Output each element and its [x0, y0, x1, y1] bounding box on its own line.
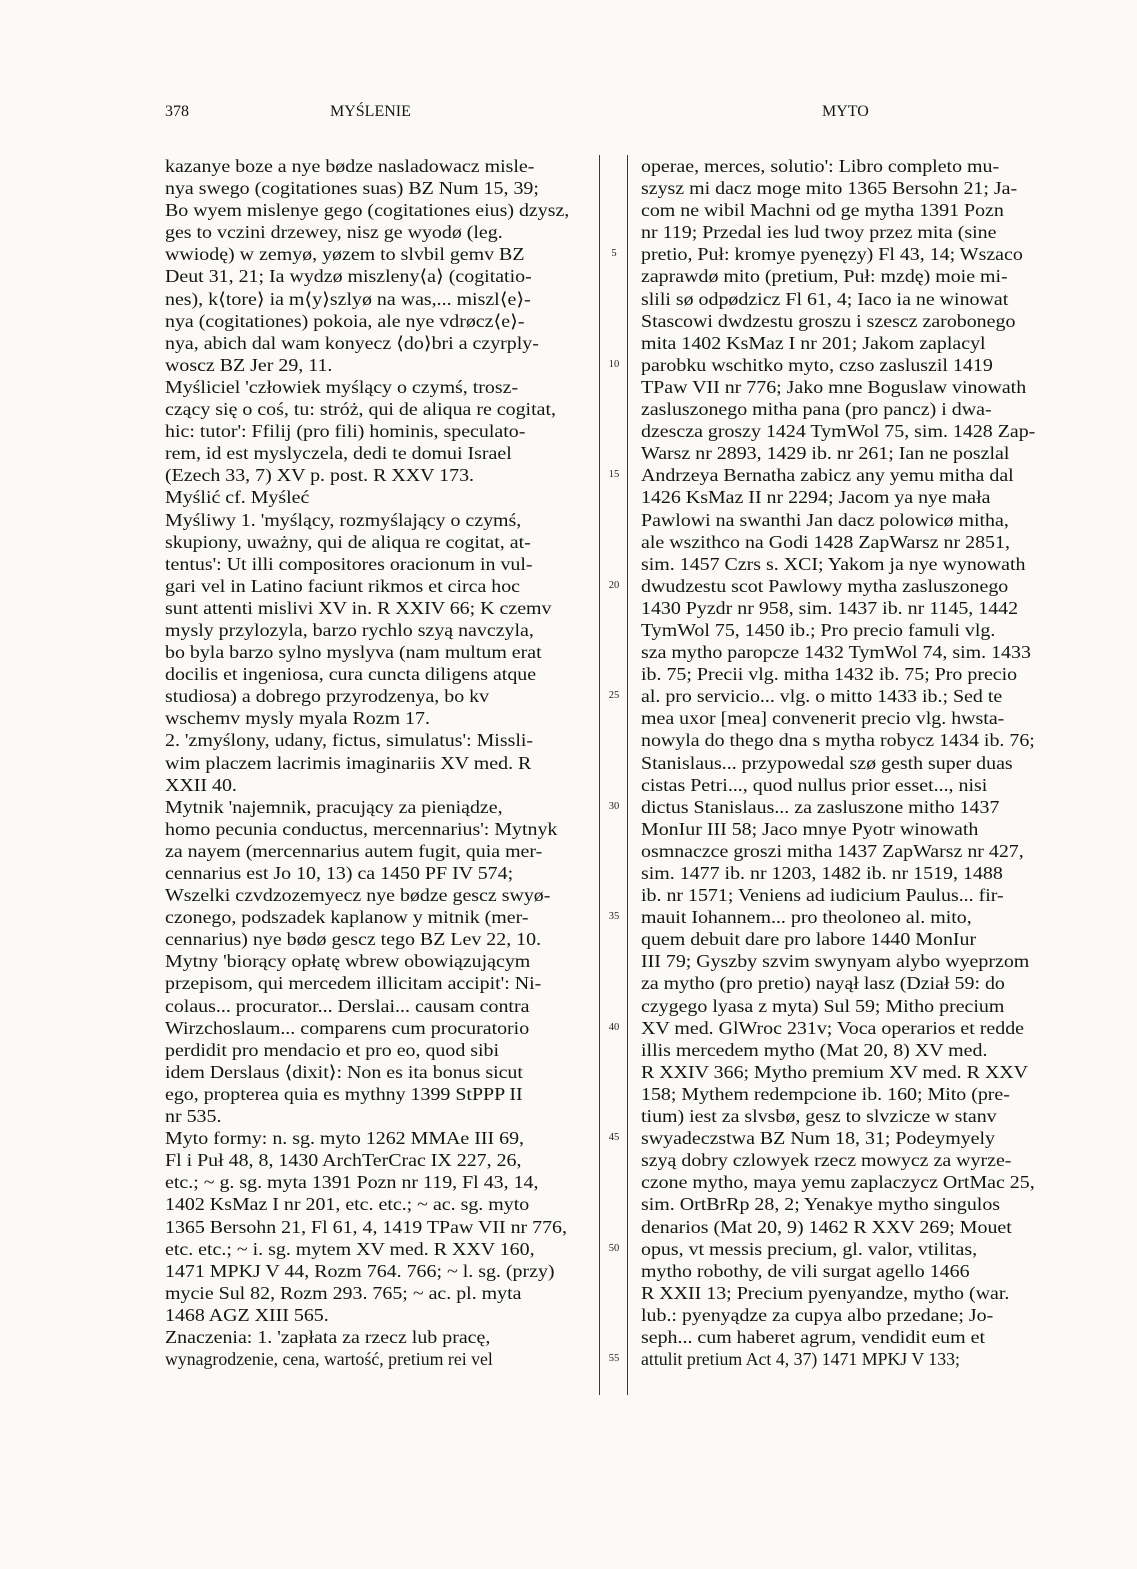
line-number: 15: [608, 469, 620, 481]
text-line: [641, 243, 1069, 265]
text-line-content: etc. etc.; ~ i. sg. mytem XV med. R XXV 160,: [165, 1238, 535, 1259]
text-line-content: Pawlowi na swanthi Jan dacz polowicø mitha,: [641, 509, 1009, 530]
text-line: [641, 729, 1069, 751]
text-line: [641, 928, 1069, 950]
running-head-left: MYŚLENIE: [330, 103, 411, 120]
text-line: [165, 1282, 595, 1304]
text-line-content: Deut 31, 21; Ia wydzø miszleny⟨a⟩ (cogitatio-: [165, 266, 532, 287]
column-rule-left: [599, 155, 600, 1395]
text-line: [641, 332, 1069, 354]
text-line: [641, 288, 1069, 310]
text-line-content: cistas Petri..., quod nullus prior esset..., nisi: [641, 774, 988, 795]
line-number: 50: [608, 1242, 620, 1254]
text-line: [165, 1216, 595, 1238]
text-line-content: sunt attenti mislivi XV in. R XXIV 66; K czemv: [165, 597, 552, 618]
text-line-content: wwiodę) w zemyø, yøzem to slvbil gemv BZ: [165, 244, 525, 265]
text-line: [641, 531, 1069, 553]
text-line: [165, 1304, 595, 1326]
text-line: [641, 818, 1069, 840]
text-line-content: mita 1402 KsMaz I nr 201; Jakom zaplacyl: [641, 332, 986, 353]
text-line: [165, 575, 595, 597]
text-line-content: nya swego (cogitationes suas) BZ Num 15, 39;: [165, 178, 539, 199]
text-line-content: 1468 AGZ XIII 565.: [165, 1304, 329, 1325]
text-line: [641, 199, 1069, 221]
text-line: [641, 1171, 1069, 1193]
text-line: [641, 1061, 1069, 1083]
text-line-content: 1426 KsMaz II nr 2294; Jacom ya nye mała: [641, 487, 991, 508]
text-line: [165, 1083, 595, 1105]
text-line-content: dzescza groszy 1424 TymWol 75, sim. 1428 Zap-: [641, 421, 1036, 442]
text-line: [641, 950, 1069, 972]
text-line-content: zasluszonego mitha pana (pro pancz) i dwa-: [641, 399, 992, 420]
text-line-content: Stascowi dwdzestu groszu i szescz zarobonego: [641, 310, 1016, 331]
text-line-content: MonIur III 58; Jaco mnye Pyotr winowath: [641, 818, 979, 839]
text-line-content: Mytnik 'najemnik, pracujący za pieniądze,: [165, 796, 503, 817]
text-line: [165, 1260, 595, 1282]
text-line-content: woscz BZ Jer 29, 11.: [165, 354, 333, 375]
text-line-content: 158; Mythem redempcione ib. 160; Mito (pre-: [641, 1083, 1010, 1104]
text-line-content: illis mercedem mytho (Mat 20, 8) XV med.: [641, 1039, 988, 1060]
text-line: [165, 1326, 595, 1348]
text-line-content: nowyla do thego dna s mytha robycz 1434 ib. 76;: [641, 730, 1035, 751]
text-line-content: studiosa) a dobrego przyrodzenya, bo kv: [165, 686, 490, 707]
text-line: [641, 619, 1069, 641]
text-line-content: TPaw VII nr 776; Jako mne Boguslaw vinowath: [641, 376, 1027, 397]
text-line-content: attulit pretium Act 4, 37) 1471 MPKJ V 133;: [641, 1349, 960, 1370]
line-number: 20: [608, 579, 620, 591]
text-line-content: R XXIV 366; Mytho premium XV med. R XXV: [641, 1061, 1029, 1082]
text-line: [165, 486, 595, 508]
text-line: [641, 995, 1069, 1017]
text-line: [165, 531, 595, 553]
text-line: [641, 663, 1069, 685]
text-line-content: hic: tutor': Ffilij (pro fili) hominis, speculato-: [165, 421, 526, 442]
text-line-content: za mytho (pro pretio) nayął lasz (Dział 59: do: [641, 973, 1005, 994]
text-line-content: XV med. GlWroc 231v; Voca operarios et redde: [641, 1017, 1025, 1038]
text-line-content: wynagrodzenie, cena, wartość, pretium rei vel: [165, 1349, 493, 1370]
text-line-content: Myto formy: n. sg. myto 1262 MMAe III 69,: [165, 1128, 525, 1149]
text-line: [165, 641, 595, 663]
text-line: [165, 1238, 595, 1260]
text-line-content: ib. 75; Precii vlg. mitha 1432 ib. 75; Pro precio: [641, 664, 1018, 685]
text-line-content: mauit Iohannem... pro theoloneo al. mito,: [641, 907, 972, 928]
text-line-content: Myśliciel 'człowiek myślący o czymś, trosz-: [165, 376, 519, 397]
text-line: [165, 663, 595, 685]
line-number: 30: [608, 800, 620, 812]
text-line-content: gari vel in Latino faciunt rikmos et circa hoc: [165, 575, 521, 596]
text-line-content: Bo wyem mislenye gego (cogitationes eius) dzysz,: [165, 200, 570, 221]
text-line-content: czygego lyasa z myta) Sul 59; Mitho precium: [641, 995, 1005, 1016]
text-line-content: cennarius) nye bødø gescz tego BZ Lev 22, 10.: [165, 929, 542, 950]
text-line: [165, 995, 595, 1017]
text-line-content: szysz mi dacz moge mito 1365 Bersohn 21; Ja-: [641, 178, 1018, 199]
text-line-content: Wirzchoslaum... comparens cum procuratorio: [165, 1017, 530, 1038]
text-line: [165, 862, 595, 884]
text-line-content: tium) iest za slvsbø, gesz to slvzicze w stanv: [641, 1106, 997, 1127]
text-line: [641, 641, 1069, 663]
text-line-content: Myśliwy 1. 'myślący, rozmyślający o czymś,: [165, 509, 522, 530]
text-line: [641, 1326, 1069, 1348]
text-line: [641, 840, 1069, 862]
text-line-content: etc.; ~ g. sg. myta 1391 Pozn nr 119, Fl 43, 14,: [165, 1172, 539, 1193]
text-line-content: przepisom, qui mercedem illicitam accipit': Ni-: [165, 973, 542, 994]
text-line: [165, 752, 595, 774]
text-line-content: czący się o coś, tu: stróż, qui de aliqua re cogitat,: [165, 399, 556, 420]
text-line-content: 1365 Bersohn 21, Fl 61, 4, 1419 TPaw VII nr 776,: [165, 1216, 567, 1237]
line-number: 55: [608, 1353, 620, 1365]
text-line-content: nya, abich dal wam konyecz ⟨do⟩bri a czyrply-: [165, 332, 539, 353]
text-line-content: dwudzestu scot Pawlowy mytha zasluszonego: [641, 575, 1009, 596]
text-line-content: bo byla barzo sylno myslyva (nam multum erat: [165, 642, 542, 663]
text-line: [165, 199, 595, 221]
text-line: [641, 1304, 1069, 1326]
text-line-content: opus, vt messis precium, gl. valor, vtilitas,: [641, 1238, 978, 1259]
text-line: [165, 774, 595, 796]
text-line-content: III 79; Gyszby szvim swynyam alybo wyeprzom: [641, 951, 1030, 972]
text-line: [641, 1127, 1069, 1149]
text-line-content: sza mytho paropcze 1432 TymWol 74, sim. 1433: [641, 642, 1031, 663]
text-line: [165, 265, 595, 287]
text-line: [165, 884, 595, 906]
text-line: [165, 818, 595, 840]
text-line: [641, 221, 1069, 243]
text-line: [165, 398, 595, 420]
text-line: [165, 288, 595, 310]
text-line-content: al. pro servicio... vlg. o mitto 1433 ib.; Sed te: [641, 686, 1003, 707]
line-number: 40: [608, 1021, 620, 1033]
text-line-content: XXII 40.: [165, 774, 237, 795]
text-line: [641, 884, 1069, 906]
text-line: [641, 1039, 1069, 1061]
line-number: 10: [608, 358, 620, 370]
text-line: [165, 1017, 595, 1039]
text-line-content: TymWol 75, 1450 ib.; Pro precio famuli vlg.: [641, 619, 996, 640]
text-line-content: quem debuit dare pro labore 1440 MonIur: [641, 929, 977, 950]
text-line: [641, 509, 1069, 531]
text-line-content: 1402 KsMaz I nr 201, etc. etc.; ~ ac. sg. myto: [165, 1194, 530, 1215]
text-line: [641, 1017, 1069, 1039]
text-line-content: rem, id est myslyczela, dedi te domui Israel: [165, 443, 512, 464]
text-line: [641, 1216, 1069, 1238]
text-line-content: (Ezech 33, 7) XV p. post. R XXV 173.: [165, 465, 475, 486]
text-line-content: Warsz nr 2893, 1429 ib. nr 261; Ian ne poszlal: [641, 443, 1010, 464]
text-line-content: nya (cogitationes) pokoia, ale nye vdrøcz⟨e⟩-: [165, 310, 525, 331]
text-line-content: nr 535.: [165, 1106, 222, 1127]
text-line: [165, 354, 595, 376]
right-column: [641, 155, 1069, 1370]
text-line: [165, 376, 595, 398]
text-line: [165, 464, 595, 486]
text-line-content: ale wszithco na Godi 1428 ZapWarsz nr 2851,: [641, 531, 1010, 552]
text-line: [165, 509, 595, 531]
text-line-content: seph... cum haberet agrum, vendidit eum et: [641, 1326, 985, 1347]
text-line: [165, 950, 595, 972]
text-line: [641, 774, 1069, 796]
text-line-content: docilis et ingeniosa, cura cuncta diligens atque: [165, 664, 537, 685]
text-line: [641, 398, 1069, 420]
text-line: [165, 420, 595, 442]
text-line: [165, 928, 595, 950]
text-line: [641, 707, 1069, 729]
text-line: [165, 177, 595, 199]
text-line: [165, 840, 595, 862]
page-number: 378: [165, 103, 189, 120]
text-line-content: homo pecunia conductus, mercennarius': Mytnyk: [165, 818, 558, 839]
text-line: [165, 906, 595, 928]
text-line: [165, 685, 595, 707]
text-line: [165, 1127, 595, 1149]
text-line: [641, 1260, 1069, 1282]
text-line-content: Wszelki czvdzozemyecz nye bødze gescz swyø-: [165, 885, 551, 906]
line-number: 35: [608, 911, 620, 923]
text-line: [641, 265, 1069, 287]
text-line: [641, 177, 1069, 199]
text-line-content: Myślić cf. Myśleć: [165, 487, 310, 508]
text-line: [641, 464, 1069, 486]
text-line-content: R XXII 13; Precium pyenyandze, mytho (war.: [641, 1282, 1010, 1303]
column-rule-right: [627, 155, 628, 1395]
text-line-content: mea uxor [mea] convenerit precio vlg. hwsta-: [641, 708, 1005, 729]
text-line: [641, 1193, 1069, 1215]
text-line-content: wschemv mysly myala Rozm 17.: [165, 708, 430, 729]
text-line: [165, 1149, 595, 1171]
text-line-content: nes), k⟨tore⟩ ia m⟨y⟩szlyø na was,... miszl⟨e⟩-: [165, 288, 531, 309]
text-line-content: pretio, Puł: kromye pyenęzy) Fl 43, 14; Wszaco: [641, 244, 1023, 265]
text-line-content: Fl i Puł 48, 8, 1430 ArchTerCrac IX 227, 26,: [165, 1150, 522, 1171]
text-line-content: denarios (Mat 20, 9) 1462 R XXV 269; Mouet: [641, 1216, 1012, 1237]
text-line: [641, 354, 1069, 376]
text-line: [165, 729, 595, 751]
text-line-content: slili sø odpødzicz Fl 61, 4; Iaco ia ne winowat: [641, 288, 1009, 309]
text-line-content: Znaczenia: 1. 'zapłata za rzecz lub pracę,: [165, 1326, 491, 1347]
text-line-content: Stanislaus... przypowedal szø gesth super duas: [641, 752, 1013, 773]
text-line: [641, 862, 1069, 884]
text-line: [165, 332, 595, 354]
text-line: [641, 486, 1069, 508]
text-line: [641, 442, 1069, 464]
running-head-right: MYTO: [822, 103, 869, 120]
text-line-content: sim. 1477 ib. nr 1203, 1482 ib. nr 1519, 1488: [641, 863, 1003, 883]
text-line: [641, 752, 1069, 774]
text-line: [165, 1061, 595, 1083]
text-line-content: skupiony, uważny, qui de aliqua re cogitat, at-: [165, 531, 531, 552]
text-line: [641, 1238, 1069, 1260]
text-line-content: 1430 Pyzdr nr 958, sim. 1437 ib. nr 1145, 1442: [641, 597, 1019, 618]
text-line: [165, 442, 595, 464]
text-line: [641, 1105, 1069, 1127]
text-line-content: mycie Sul 82, Rozm 293. 765; ~ ac. pl. myta: [165, 1282, 522, 1303]
text-line-content: swyadeczstwa BZ Num 18, 31; Podeymyely: [641, 1128, 995, 1149]
text-line: [165, 972, 595, 994]
text-line: [641, 155, 1069, 177]
text-line: [165, 1348, 595, 1370]
text-line-content: ego, propterea quia es mythny 1399 StPPP II: [165, 1083, 523, 1104]
text-line: [165, 155, 595, 177]
text-line: [641, 796, 1069, 818]
text-line: [641, 1348, 1069, 1370]
text-line-content: operae, merces, solutio': Libro completo mu-: [641, 156, 1000, 176]
text-line-content: Andrzeya Bernatha zabicz any yemu mitha dal: [641, 465, 1014, 486]
text-line-content: tentus': Ut illi compositores oracionum in vul-: [165, 553, 533, 574]
text-line: [165, 597, 595, 619]
text-line-content: czonego, podszadek kaplanow y mitnik (mer-: [165, 907, 529, 928]
text-line-content: Mytny 'biorący opłatę wbrew obowiązującym: [165, 951, 531, 972]
text-line: [165, 310, 595, 332]
text-line: [641, 906, 1069, 928]
text-line-content: czone mytho, maya yemu zaplaczycz OrtMac 25,: [641, 1172, 1035, 1193]
text-line-content: 2. 'zmyślony, udany, fictus, simulatus': Missli-: [165, 730, 534, 751]
text-line: [641, 1083, 1069, 1105]
text-line-content: mytho robothy, de vili surgat agello 1466: [641, 1260, 970, 1281]
text-line-content: lub.: pyenyądze za cupya albo przedane; Jo-: [641, 1304, 994, 1325]
text-line: [165, 1171, 595, 1193]
text-line-content: szyą dobry czlowyek rzecz mowycz za wyrze-: [641, 1150, 1012, 1171]
text-line-content: mysly przylozyla, barzo rychlo szyą navczyla,: [165, 619, 534, 640]
text-line: [165, 707, 595, 729]
text-line-content: osmnaczce groszi mitha 1437 ZapWarsz nr 427,: [641, 840, 1024, 861]
line-number: 25: [608, 690, 620, 702]
line-number: 45: [608, 1132, 620, 1144]
text-line-content: 1471 MPKJ V 44, Rozm 764. 766; ~ l. sg. (przy): [165, 1260, 555, 1281]
text-line: [165, 221, 595, 243]
text-line: [165, 619, 595, 641]
text-line-content: sim. 1457 Czrs s. XCI; Yakom ja nye wynowath: [641, 553, 1026, 574]
text-line-content: wim placzem lacrimis imaginariis XV med. R: [165, 752, 532, 773]
line-number: 5: [611, 248, 617, 260]
text-line: [165, 1039, 595, 1061]
text-line-content: nr 119; Przedal ies lud twoy przez mita (sine: [641, 222, 997, 243]
text-line-content: ib. nr 1571; Veniens ad iudicium Paulus... fir-: [641, 885, 1004, 906]
text-line-content: kazanye boze a nye bødze nasladowacz misle-: [165, 156, 535, 176]
text-line: [641, 685, 1069, 707]
text-line: [641, 420, 1069, 442]
text-line-content: cennarius est Jo 10, 13) ca 1450 PF IV 574;: [165, 863, 514, 883]
text-line-content: parobku wschitko myto, czso zasluszil 1419: [641, 354, 993, 375]
text-line: [165, 553, 595, 575]
text-line: [165, 1105, 595, 1127]
text-line-content: sim. OrtBrRp 28, 2; Yenakye mytho singulos: [641, 1194, 1001, 1215]
text-line-content: dictus Stanislaus... za zasluszone mitho 1437: [641, 796, 1000, 817]
text-line: [641, 1149, 1069, 1171]
text-line-content: za nayem (mercennarius autem fugit, quia mer-: [165, 840, 543, 861]
text-line: [641, 553, 1069, 575]
text-line: [641, 1282, 1069, 1304]
text-line: [641, 972, 1069, 994]
text-line-content: colaus... procurator... Derslai... causam contra: [165, 995, 530, 1016]
text-line: [641, 310, 1069, 332]
text-line-content: perdidit pro mendacio et pro eo, quod sibi: [165, 1039, 500, 1060]
text-line: [165, 1193, 595, 1215]
text-line-content: ges to vczini drzewey, nisz ge wyodø (leg.: [165, 222, 503, 243]
text-line-content: com ne wibil Machni od ge mytha 1391 Pozn: [641, 200, 1004, 221]
text-line: [641, 597, 1069, 619]
text-line: [641, 575, 1069, 597]
text-line: [165, 796, 595, 818]
left-column: [165, 155, 595, 1370]
text-line-content: idem Derslaus ⟨dixit⟩: Non es ita bonus sicut: [165, 1061, 523, 1082]
text-line-content: zaprawdø mito (pretium, Puł: mzdę) moie mi-: [641, 266, 1008, 287]
text-line: [641, 376, 1069, 398]
text-line: [165, 243, 595, 265]
